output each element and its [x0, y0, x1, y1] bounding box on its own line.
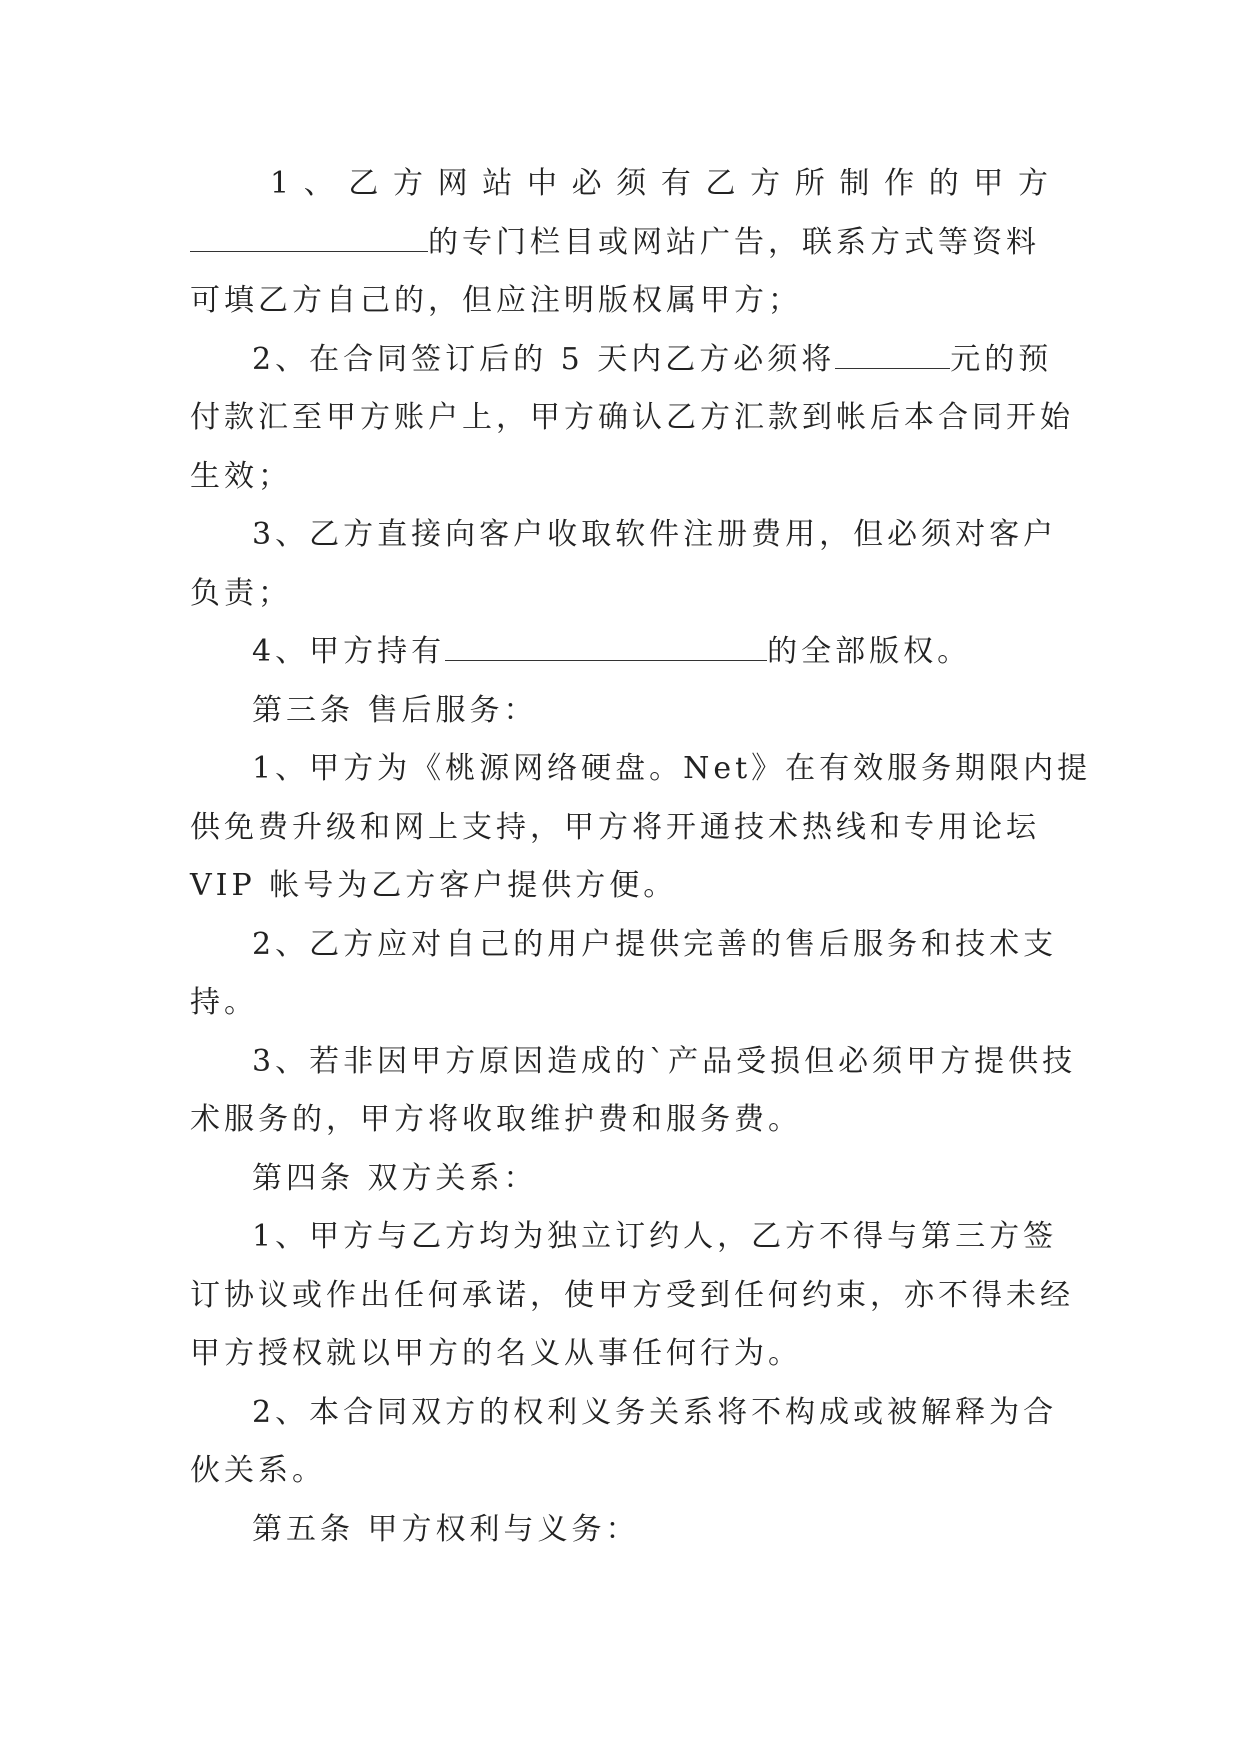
product-name-blank[interactable]	[445, 634, 767, 661]
clause-2-line-2: 付款汇至甲方账户上，甲方确认乙方汇款到帐后本合同开始	[190, 400, 1074, 435]
clause-1-char: 中	[526, 166, 561, 201]
article-4-clause-1-line-3: 甲方授权就以甲方的名义从事任何行为。	[190, 1336, 802, 1371]
article-3-heading: 第三条 售后服务：	[252, 692, 538, 728]
article-3-clause-2-line-2: 持。	[190, 985, 258, 1020]
article-3-clause-3	[190, 1033, 1077, 1150]
clause-3-registration-fee	[190, 506, 1058, 623]
article-5-heading: 第五条 甲方权利与义务：	[252, 1511, 640, 1547]
clause-1-line-3: 可填乙方自己的，但应注明版权属甲方；	[190, 283, 802, 318]
article-3-clause-1	[190, 740, 1092, 916]
clause-1-char: 作	[884, 166, 919, 201]
fill-in-blank[interactable]	[190, 225, 428, 252]
clause-1-char: 甲	[973, 166, 1008, 201]
article-4-clause-2-line-2: 伙关系。	[190, 1453, 326, 1488]
article-3-clause-1-line-3: VIP 帐号为乙方客户提供方便。	[190, 868, 678, 903]
article-3-clause-1-line-1: 1、甲方为《桃源网络硬盘。Net》在有效服务期限内提	[252, 751, 1092, 786]
clause-1-char: 、	[303, 166, 338, 201]
clause-1-line-2-text: 的专门栏目或网站广告，联系方式等资料	[428, 224, 1040, 260]
clause-1-char: 站	[482, 166, 517, 201]
clause-1-char: 所	[794, 166, 829, 201]
clause-1-line-1	[190, 155, 1052, 214]
clause-2-line-3: 生效；	[190, 458, 292, 494]
clause-1-char: 乙	[705, 166, 740, 201]
clause-1-char: 必	[571, 166, 606, 201]
article-4-clause-1-line-1: 1、甲方与乙方均为独立订约人，乙方不得与第三方签	[252, 1219, 1058, 1254]
clause-4-line-1	[190, 623, 1052, 682]
clause-4-tail: 的全部版权。	[767, 634, 972, 669]
article-3-clause-2	[190, 916, 1058, 1033]
clause-2-line-1	[190, 331, 1052, 390]
clause-1-char: 有	[660, 166, 695, 201]
clause-4-text: 4、甲方持有	[252, 634, 446, 669]
article-4-heading: 第四条 双方关系：	[252, 1160, 538, 1196]
article-3-clause-2-line-1: 2、乙方应对自己的用户提供完善的售后服务和技术支	[252, 926, 1058, 962]
clause-1-char: 方	[393, 166, 428, 201]
document-body	[190, 155, 1092, 1559]
article-4-clause-2-line-1: 2、本合同双方的权利义务关系将不构成或被解释为合	[252, 1394, 1058, 1430]
amount-blank[interactable]	[835, 342, 950, 369]
clause-1-char: 网	[437, 166, 472, 201]
article-4-clause-2	[190, 1384, 1058, 1501]
clause-4-copyright	[190, 623, 1052, 682]
clause-1-char: 方	[750, 166, 785, 201]
clause-1-char: 须	[616, 166, 651, 201]
clause-3-line-1: 3、乙方直接向客户收取软件注册费用，但必须对客户	[252, 517, 1058, 552]
clause-1-char: 方	[1017, 166, 1052, 201]
article-4-clause-1	[190, 1208, 1074, 1384]
article-3-clause-3-line-1: 3、若非因甲方原因造成的`产品受损但必须甲方提供技	[252, 1043, 1077, 1079]
clause-2-line-1-text: 2、在合同签订后的 5 天内乙方必须将	[252, 341, 836, 377]
article-4-clause-1-line-2: 订协议或作出任何承诺，使甲方受到任何约束，亦不得未经	[190, 1277, 1074, 1313]
article-3-clause-1-line-2: 供免费升级和网上支持，甲方将开通技术热线和专用论坛	[190, 809, 1040, 845]
clause-1-char: 的	[928, 166, 963, 201]
clause-1-char: 制	[839, 166, 874, 201]
clause-3-line-2: 负责；	[190, 575, 292, 611]
clause-1-char: 1	[270, 166, 294, 201]
clause-1-char: 乙	[348, 166, 383, 201]
clause-2-line-1-tail: 元的预	[950, 341, 1053, 377]
clause-2-prepayment	[190, 331, 1074, 507]
article-3-clause-3-line-2: 术服务的，甲方将收取维护费和服务费。	[190, 1102, 802, 1137]
clause-1-line-2	[190, 214, 1052, 273]
clause-1-website-section	[190, 155, 1052, 331]
